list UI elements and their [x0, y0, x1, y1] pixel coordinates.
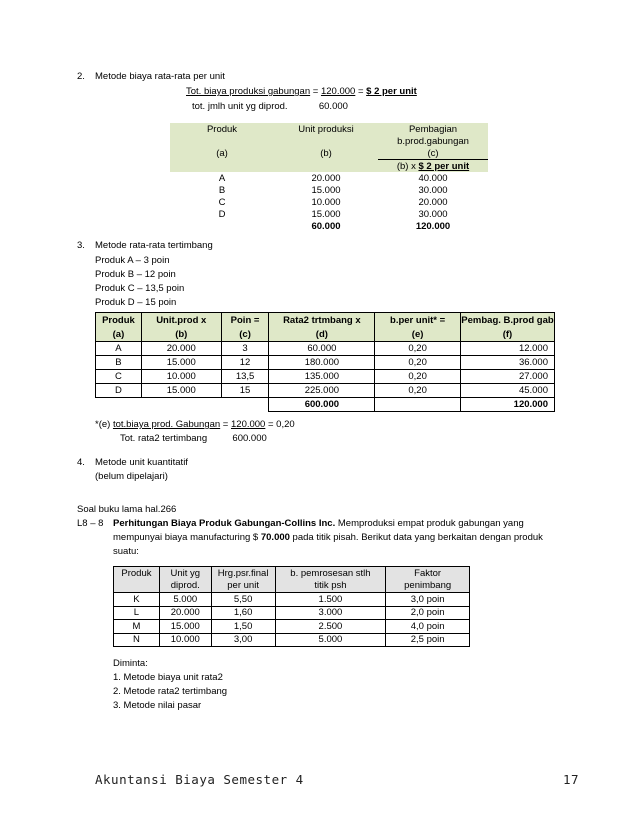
table-cell: 20.000	[159, 606, 211, 620]
equals-sign: =	[357, 86, 364, 97]
footnote-prefix: *(e)	[95, 419, 113, 430]
total-allocation: 120.000	[460, 398, 554, 412]
table-header-row	[170, 123, 488, 135]
table-header-row	[96, 327, 555, 342]
exercise-code: L8 – 8	[77, 518, 104, 529]
footnote-denominator-value: 600.000	[232, 433, 267, 444]
denominator-label: tot. jmlh unit yg diprod.	[192, 101, 288, 112]
table-cell: 3.000	[275, 606, 386, 620]
header-cell: Unit.prod x	[141, 313, 221, 328]
table-cell: 180.000	[269, 356, 375, 370]
table-cell: 225.000	[269, 384, 375, 398]
total-units: 60.000	[311, 220, 341, 232]
exercise-line-3: suatu:	[113, 546, 139, 557]
table-row	[170, 196, 488, 208]
table-cell	[96, 398, 142, 412]
header-cell-formula	[378, 160, 488, 173]
table-cell: 4,0 poin	[386, 620, 470, 634]
table-cell: 0,20	[375, 384, 461, 398]
header-cell: Produk	[114, 567, 160, 580]
section-2-title: Metode biaya rata-rata per unit	[95, 71, 225, 82]
table-cell: 0,20	[375, 370, 461, 384]
header-cell: b.per unit* =	[375, 313, 461, 328]
header-cell: b.prod.gabungan	[378, 135, 488, 147]
exercise-text: Memproduksi empat produk gabungan yang	[335, 518, 524, 529]
section-4-title: Metode unit kuantitatif	[95, 457, 188, 468]
section-4-number: 4.	[77, 457, 85, 468]
page-footer-title: Akuntansi Biaya Semester 4	[95, 772, 304, 787]
header-cell: Faktor	[386, 567, 470, 580]
footnote-numerator: tot.biaya prod. Gabungan	[112, 419, 221, 430]
header-cell: (e)	[375, 327, 461, 342]
table-cell: 135.000	[269, 370, 375, 384]
table-header-row	[114, 567, 470, 580]
exercise-line-2	[113, 532, 543, 543]
header-cell: Produk	[96, 313, 142, 328]
equals-sign: =	[220, 419, 231, 430]
result-per-unit: $ 2 per unit	[366, 86, 417, 97]
table-cell	[170, 220, 274, 232]
table-cell: C	[218, 196, 226, 208]
page-number: 17	[563, 772, 580, 787]
table-cell	[375, 398, 461, 412]
table-cell: 1,50	[211, 620, 275, 634]
required-item: 1. Metode biaya unit rata2	[113, 672, 223, 683]
table-row	[114, 606, 470, 620]
header-cell	[170, 135, 274, 147]
exercise-line-1	[113, 518, 524, 529]
header-cell: Unit produksi	[274, 123, 378, 135]
table-header-row	[96, 313, 555, 328]
table-cell: 2,0 poin	[386, 606, 470, 620]
header-cell: Pembagian	[378, 123, 488, 135]
header-cell: Unit yg	[159, 567, 211, 580]
formula-denominator	[192, 101, 348, 112]
exercise-amount: 70.000	[260, 532, 290, 543]
table-cell: 45.000	[460, 384, 554, 398]
table-cell: D	[96, 384, 142, 398]
table-cell: 1,60	[211, 606, 275, 620]
section-3-number: 3.	[77, 240, 85, 251]
table-cell: 60.000	[269, 342, 375, 356]
table-row	[96, 356, 555, 370]
section-4-subtitle: (belum dipelajari)	[95, 471, 168, 482]
table-header-row	[170, 147, 488, 160]
required-item: 2. Metode rata2 tertimbang	[113, 686, 228, 697]
table-cell: 5.000	[159, 593, 211, 607]
formula-numerator	[186, 86, 417, 97]
table-row	[96, 342, 555, 356]
table-cell: 10.000	[141, 370, 221, 384]
header-cell: (c)	[378, 147, 488, 160]
required-title: Diminta:	[113, 658, 148, 669]
header-cell: (b)	[274, 147, 378, 160]
header-cell: Rata2 trtmbang x	[269, 313, 375, 328]
table-cell: 1.500	[275, 593, 386, 607]
table-cell: 12.000	[460, 342, 554, 356]
header-cell	[170, 160, 274, 173]
header-formula: (b) x $ 2 per unit	[396, 160, 470, 172]
table-header-row	[114, 580, 470, 593]
table-weighted-average	[95, 312, 555, 412]
table-cell: 3	[221, 342, 269, 356]
table-row	[96, 384, 555, 398]
table-row	[114, 620, 470, 634]
exercise-title: Perhitungan Biaya Produk Gabungan-Collins Inc.	[113, 518, 336, 529]
header-cell: per unit	[211, 580, 275, 593]
table-cell	[221, 398, 269, 412]
table-cell: 2,5 poin	[386, 633, 470, 647]
table-cell: M	[114, 620, 160, 634]
table-row	[114, 593, 470, 607]
table-product-data	[113, 566, 470, 647]
table-row	[170, 172, 488, 184]
footnote-result: = 0,20	[265, 419, 295, 430]
header-cell: (c)	[221, 327, 269, 342]
table-cell: 27.000	[460, 370, 554, 384]
table-cell: 15.000	[141, 384, 221, 398]
table-cell: 5,50	[211, 593, 275, 607]
table-cell: 3,0 poin	[386, 593, 470, 607]
table-cell: 20.000	[418, 196, 448, 208]
table-cell	[141, 398, 221, 412]
equals-sign: =	[312, 86, 319, 97]
table-cell: B	[218, 184, 226, 196]
product-point-line: Produk D – 15 poin	[95, 297, 177, 308]
header-cell: Pembag. B.prod gab	[461, 314, 554, 326]
table-cell: 5.000	[275, 633, 386, 647]
section-2-number: 2.	[77, 71, 85, 82]
table-header-row	[170, 160, 488, 173]
table-cell: 15.000	[311, 208, 341, 220]
header-cell	[274, 160, 378, 173]
table-cell: 20.000	[311, 172, 341, 184]
header-cell	[274, 135, 378, 147]
table-cell: 30.000	[418, 208, 448, 220]
table-cell: 15.000	[141, 356, 221, 370]
table-row	[114, 633, 470, 647]
table-cell: 12	[221, 356, 269, 370]
table-cell: 0,20	[375, 342, 461, 356]
footnote-denominator-label: Tot. rata2 tertimbang	[120, 433, 208, 444]
required-item: 3. Metode nilai pasar	[113, 700, 202, 711]
table-cell: A	[96, 342, 142, 356]
header-cell: Poin =	[221, 313, 269, 328]
table-cell: 30.000	[418, 184, 448, 196]
header-cell: Hrg.psr.final	[211, 567, 275, 580]
table-cell: 36.000	[460, 356, 554, 370]
table-cell: 15	[221, 384, 269, 398]
table-total-row	[170, 220, 488, 232]
numerator-value: 120.000	[320, 86, 356, 97]
header-cell	[114, 580, 160, 593]
table-cell: 10.000	[311, 196, 341, 208]
exercise-text: mempunyai biaya manufacturing $	[113, 532, 261, 543]
footnote-denominator	[120, 433, 267, 444]
footnote-formula	[95, 419, 295, 430]
total-weighted: 600.000	[269, 398, 375, 412]
exercise-source: Soal buku lama hal.266	[77, 504, 177, 515]
header-cell: titik psh	[275, 580, 386, 593]
table-header-row	[170, 135, 488, 147]
header-cell: (d)	[269, 327, 375, 342]
denominator-value: 60.000	[318, 101, 348, 112]
table-cell: D	[218, 208, 226, 220]
header-cell: (f)	[460, 327, 554, 342]
header-cell: diprod.	[159, 580, 211, 593]
header-cell: Produk	[170, 123, 274, 135]
table-cell: 40.000	[418, 172, 448, 184]
header-cell: (a)	[96, 327, 142, 342]
header-cell: (a)	[170, 147, 274, 160]
table-cell: 10.000	[159, 633, 211, 647]
table-average-cost	[170, 123, 488, 232]
table-row	[170, 184, 488, 196]
table-cell: L	[114, 606, 160, 620]
table-cell: 15.000	[159, 620, 211, 634]
table-cell: 20.000	[141, 342, 221, 356]
header-cell: b. pemrosesan stlh	[275, 567, 386, 580]
product-point-line: Produk A – 3 poin	[95, 255, 170, 266]
section-3-title: Metode rata-rata tertimbang	[95, 240, 213, 251]
table-cell: 2.500	[275, 620, 386, 634]
table-cell: 15.000	[311, 184, 341, 196]
total-cost: 120.000	[415, 220, 451, 232]
table-cell: B	[96, 356, 142, 370]
table-cell: A	[218, 172, 226, 184]
table-cell: 13,5	[221, 370, 269, 384]
footnote-numerator-value: 120.000	[231, 419, 266, 430]
table-row	[96, 370, 555, 384]
table-cell: N	[114, 633, 160, 647]
table-cell: K	[114, 593, 160, 607]
table-cell: 0,20	[375, 356, 461, 370]
exercise-text: pada titik pisah. Berikut data yang berkaitan dengan produk	[289, 532, 543, 543]
product-point-line: Produk C – 13,5 poin	[95, 283, 185, 294]
header-cell: (b)	[141, 327, 221, 342]
table-row	[170, 208, 488, 220]
product-point-line: Produk B – 12 poin	[95, 269, 176, 280]
table-total-row	[96, 398, 555, 412]
table-cell: C	[96, 370, 142, 384]
table-cell: 3,00	[211, 633, 275, 647]
numerator-label: Tot. biaya produksi gabungan	[186, 86, 311, 97]
header-cell: penimbang	[386, 580, 470, 593]
